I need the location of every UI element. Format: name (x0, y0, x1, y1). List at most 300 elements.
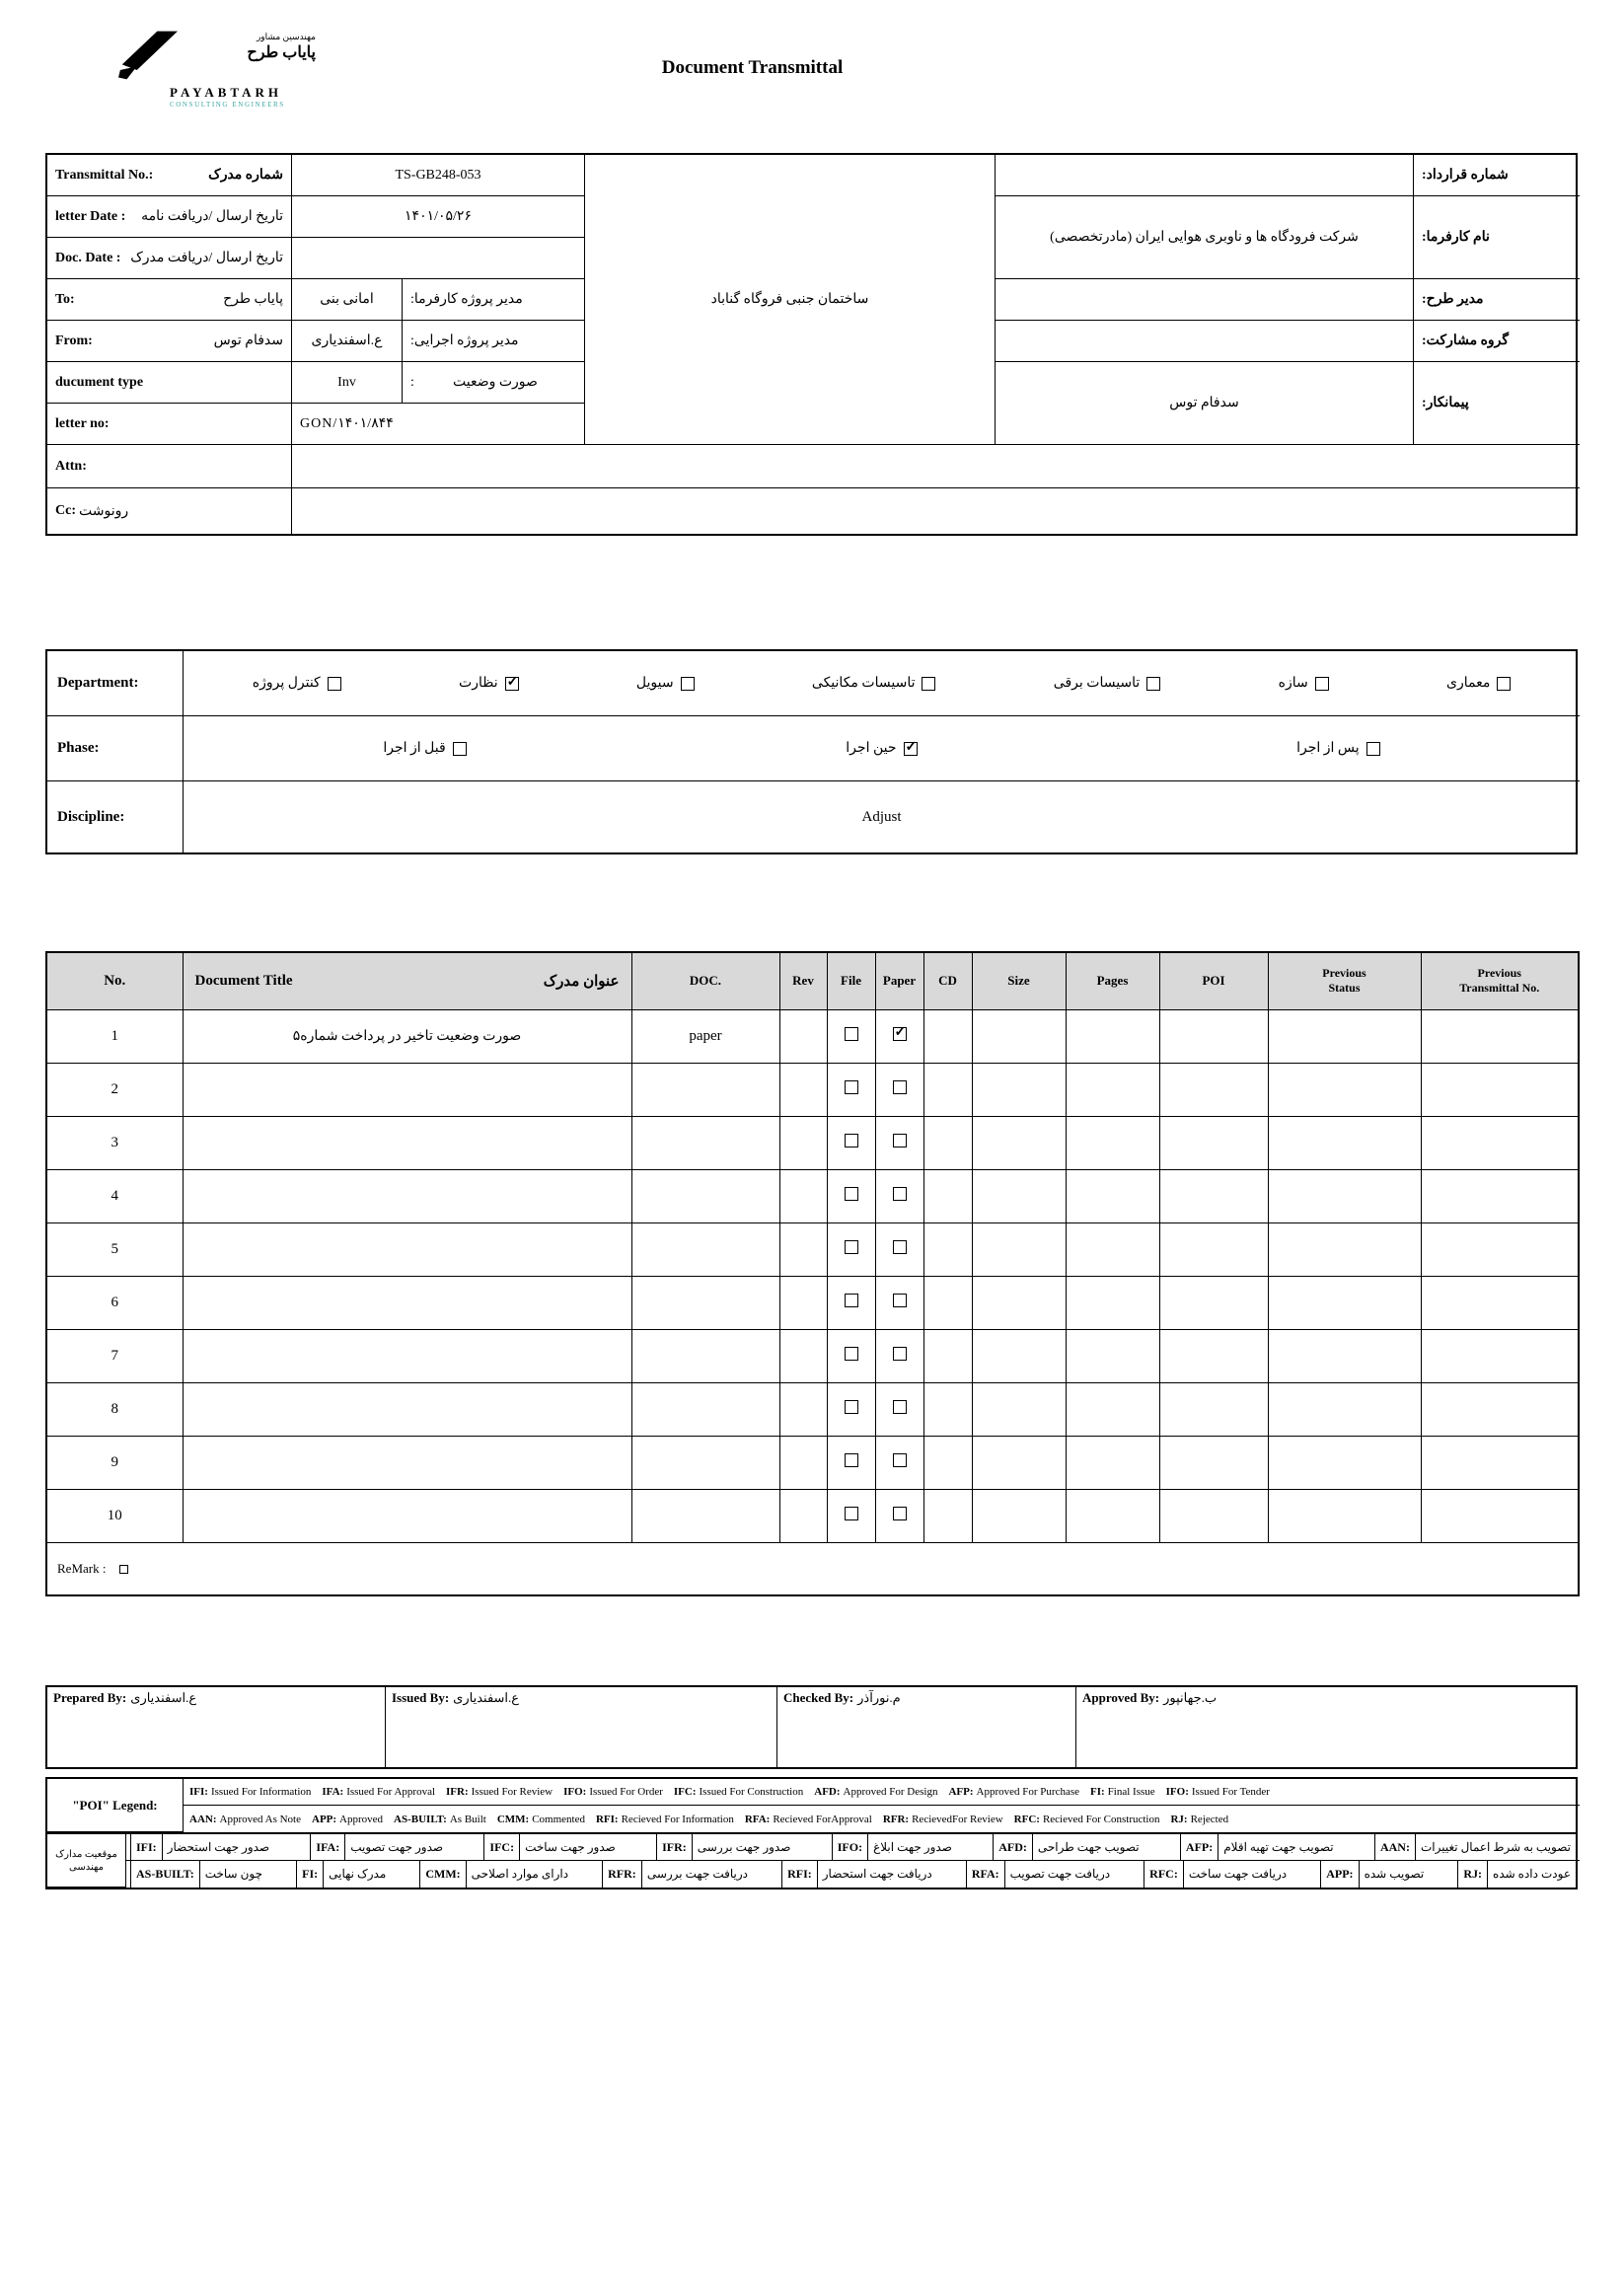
previous-status-cell (1268, 1063, 1421, 1116)
previous-status-cell (1268, 1276, 1421, 1329)
row-number: 3 (46, 1116, 183, 1169)
table-row (46, 1116, 1579, 1169)
legend-abbr: CMM: (419, 1861, 466, 1888)
from-label: From: (55, 333, 93, 348)
rev-cell (779, 1009, 827, 1063)
checkbox[interactable] (328, 677, 341, 691)
file-cell (827, 1436, 875, 1489)
legend-entry-fa (781, 1861, 937, 1888)
checkbox[interactable] (453, 742, 467, 756)
legend-text: Rejected (1190, 1813, 1229, 1825)
pages-cell (1066, 1382, 1159, 1436)
legend-abbr: AAN: (1374, 1834, 1416, 1860)
previous-status-cell (1268, 1116, 1421, 1169)
legend-text: Final Issue (1107, 1786, 1155, 1798)
document-title-cell (183, 1063, 631, 1116)
legend-text: Recieved For Information (621, 1813, 734, 1825)
legend-entry (189, 1814, 301, 1825)
from-row (47, 321, 292, 362)
legend-text: Approved For Design (843, 1786, 938, 1798)
file-cell (827, 1169, 875, 1222)
file-checkbox[interactable] (845, 1027, 858, 1041)
previous-transmittal-cell (1421, 1329, 1579, 1382)
from-value: سدفام توس (213, 333, 283, 348)
poi-legend (45, 1777, 1578, 1834)
cc-label: Cc: (55, 503, 76, 518)
doc-type-cell: paper (631, 1009, 779, 1063)
legend-entry (745, 1814, 872, 1825)
size-cell (972, 1436, 1066, 1489)
file-cell (827, 1276, 875, 1329)
doc-type-fa: صورت وضعیت (452, 375, 538, 390)
poi-cell (1159, 1382, 1268, 1436)
poi-legend-line1 (184, 1779, 1580, 1806)
doc-type-cell (631, 1063, 779, 1116)
document-title-cell (183, 1116, 631, 1169)
partnership-label: گروه مشارکت: (1414, 321, 1580, 362)
pages-cell (1066, 1063, 1159, 1116)
prepared-by-value: ع.اسفندیاری (130, 1690, 197, 1705)
legend-entry-fa (130, 1861, 267, 1888)
legend-entry-fa (966, 1861, 1115, 1888)
logo-brand-en: PAYABTARH (170, 85, 283, 100)
prepared-by-label: Prepared By: (53, 1690, 127, 1705)
previous-transmittal-cell (1421, 1063, 1579, 1116)
checkbox[interactable] (904, 742, 918, 756)
legend-text: RecievedFor Review (912, 1813, 1003, 1825)
legend-entry-fa (419, 1861, 573, 1888)
legend-entry (446, 1786, 553, 1798)
issued-by-cell (386, 1687, 777, 1767)
rev-cell (779, 1116, 827, 1169)
legend-abbr: RFC: (1144, 1861, 1184, 1888)
paper-checkbox[interactable] (893, 1080, 907, 1094)
row-number: 1 (46, 1009, 183, 1063)
document-title-cell (183, 1276, 631, 1329)
paper-cell (875, 1222, 923, 1276)
pages-cell (1066, 1436, 1159, 1489)
attn-label-cell (47, 445, 292, 488)
legend-abbr: IFA: (322, 1786, 344, 1798)
legend-entry-fa (130, 1834, 274, 1860)
prepared-by-cell (47, 1687, 386, 1767)
file-checkbox[interactable] (845, 1080, 858, 1094)
letter-no-label-cell (47, 404, 292, 445)
checkbox[interactable] (681, 677, 695, 691)
previous-status-cell (1268, 1222, 1421, 1276)
legend-abbr: FI: (1090, 1786, 1105, 1798)
col-paper: Paper (875, 952, 923, 1009)
paper-checkbox[interactable] (893, 1507, 907, 1520)
file-checkbox[interactable] (845, 1507, 858, 1520)
col-previous-transmittal: Previous Transmittal No. (1421, 952, 1579, 1009)
col-file: File (827, 952, 875, 1009)
doc-date-label-fa: تاریخ ارسال /دریافت مدرک (130, 251, 283, 265)
size-cell (972, 1116, 1066, 1169)
legend-abbr: IFA: (310, 1834, 345, 1860)
legend-entry (394, 1814, 486, 1825)
checkbox-label: سازه (1278, 676, 1308, 691)
document-title-cell (183, 1489, 631, 1542)
rev-cell (779, 1063, 827, 1116)
exec-pm-label: مدیر پروژه اجرایی: (403, 321, 585, 362)
cd-cell (923, 1382, 972, 1436)
document-title-cell (183, 1329, 631, 1382)
legend-entry (312, 1814, 383, 1825)
col-no: No. (46, 952, 183, 1009)
previous-status-cell (1268, 1169, 1421, 1222)
doc-type-label-cell (47, 362, 292, 404)
poi-cell (1159, 1436, 1268, 1489)
col-title (183, 952, 631, 1009)
documents-table (45, 951, 1580, 1596)
doc-date-value (292, 238, 585, 279)
file-checkbox[interactable] (845, 1294, 858, 1307)
legend-text: دریافت جهت ساخت (1188, 1867, 1288, 1881)
letter-date-label-en: letter Date : (55, 208, 126, 224)
legend-text: صدور جهت ساخت (525, 1839, 616, 1854)
letter-date-label-fa: تاریخ ارسال /دریافت نامه (141, 209, 283, 224)
legend-text: Issued For Approval (346, 1786, 436, 1798)
approved-by-value: ب.جهانپور (1163, 1690, 1218, 1705)
cd-cell (923, 1169, 972, 1222)
legend-text: دریافت جهت تصویب (1009, 1867, 1111, 1881)
remark-row (46, 1542, 1579, 1595)
legend-abbr: IFI: (130, 1834, 163, 1860)
row-number: 5 (46, 1222, 183, 1276)
previous-transmittal-cell (1421, 1009, 1579, 1063)
paper-checkbox[interactable] (893, 1134, 907, 1148)
checkbox-label: تاسیسات مکانیکی (811, 676, 916, 691)
logo-tagline-fa: مهندسین مشاور (256, 32, 316, 41)
legend-entry-fa (656, 1834, 795, 1860)
previous-status-cell (1268, 1489, 1421, 1542)
approved-by-cell (1076, 1687, 1580, 1767)
contract-no-label: شماره قرارداد: (1414, 155, 1580, 196)
document-title-cell (183, 1436, 631, 1489)
legend-entry-fa (483, 1834, 620, 1860)
paper-checkbox[interactable] (893, 1027, 907, 1041)
doc-date-label (47, 238, 292, 279)
legend-entry (189, 1786, 311, 1798)
issued-by-label: Issued By: (392, 1690, 450, 1705)
legend-abbr: AS-BUILT: (394, 1813, 447, 1825)
document-title-cell: صورت وضعیت تاخیر در پرداخت شماره۵ (183, 1009, 631, 1063)
legend-text: Approved For Purchase (976, 1786, 1079, 1798)
legend-text: Issued For Information (210, 1786, 312, 1798)
poi-cell (1159, 1489, 1268, 1542)
letter-date-value: ۱۴۰۱/۰۵/۲۶ (292, 196, 585, 238)
legend-text: عودت داده شده (1493, 1867, 1571, 1881)
checkbox-option (1296, 740, 1380, 757)
doc-type-cell (631, 1169, 779, 1222)
contractor-value: سدفام توس (996, 362, 1414, 445)
table-row (46, 1063, 1579, 1116)
legend-abbr: IFI: (189, 1786, 208, 1798)
checkbox-option (846, 740, 917, 757)
pages-cell (1066, 1489, 1159, 1542)
legend-abbr: AFD: (814, 1786, 841, 1798)
page-header (45, 0, 1578, 128)
logo-brand-en-sub: CONSULTING ENGINEERS (170, 101, 285, 109)
pages-cell (1066, 1116, 1159, 1169)
checked-by-cell (777, 1687, 1076, 1767)
legend-entry-fa (1374, 1834, 1576, 1860)
legend-abbr: APP: (312, 1813, 337, 1825)
legend-abbr: IFO: (563, 1786, 587, 1798)
table-row (46, 1489, 1579, 1542)
documents-table-header (46, 952, 1579, 1009)
pages-cell (1066, 1222, 1159, 1276)
checkbox[interactable] (922, 677, 935, 691)
legend-abbr: RFI: (595, 1813, 619, 1825)
legend-entry (883, 1814, 1003, 1825)
previous-transmittal-cell (1421, 1222, 1579, 1276)
file-cell (827, 1063, 875, 1116)
document-title-cell (183, 1169, 631, 1222)
header-info-table (45, 153, 1578, 536)
previous-transmittal-cell (1421, 1436, 1579, 1489)
contractor-label: پیمانکار: (1414, 362, 1580, 445)
previous-transmittal-cell (1421, 1382, 1579, 1436)
client-name-label: نام کارفرما: (1414, 196, 1580, 279)
paper-cell (875, 1063, 923, 1116)
cd-cell (923, 1436, 972, 1489)
exec-pm-value: ع.اسفندیاری (292, 321, 403, 362)
letter-no-value: GON/۱۴۰۱/۸۴۴ (292, 404, 585, 445)
legend-abbr: IFC: (483, 1834, 520, 1860)
legend-text: صدور جهت تصویب (350, 1839, 444, 1854)
legend-text: Issued For Order (589, 1786, 663, 1798)
row-number: 9 (46, 1436, 183, 1489)
previous-status-cell (1268, 1329, 1421, 1382)
col-rev: Rev (779, 952, 827, 1009)
legend-text: Recieved ForApproval (773, 1813, 872, 1825)
col-title-en: Document Title (194, 972, 293, 989)
poi-cell (1159, 1009, 1268, 1063)
table-row (46, 1276, 1579, 1329)
poi-cell (1159, 1329, 1268, 1382)
paper-cell (875, 1009, 923, 1063)
legend-entry (948, 1786, 1079, 1798)
legend-abbr: IFO: (832, 1834, 868, 1860)
cc-label-cell (47, 488, 292, 534)
legend-text: دارای موارد اصلاحی (471, 1867, 569, 1881)
row-number: 6 (46, 1276, 183, 1329)
phase-label: Phase: (47, 716, 184, 781)
to-label: To: (55, 291, 75, 307)
col-cd: CD (923, 952, 972, 1009)
checkbox-option (383, 740, 466, 757)
doc-type-cell (631, 1329, 779, 1382)
cd-cell (923, 1329, 972, 1382)
legend-abbr: AFD: (993, 1834, 1033, 1860)
fa-legend-row2 (126, 1861, 1580, 1888)
discipline-value: Adjust (861, 808, 902, 825)
col-poi: POI (1159, 952, 1268, 1009)
to-value: پایاب طرح (223, 292, 283, 307)
file-checkbox[interactable] (845, 1347, 858, 1361)
legend-entry-fa (296, 1861, 391, 1888)
row-number: 2 (46, 1063, 183, 1116)
size-cell (972, 1009, 1066, 1063)
legend-abbr: IFR: (656, 1834, 693, 1860)
legend-text: تصویب جهت طراحی (1037, 1839, 1140, 1854)
legend-text: Issued For Tender (1191, 1786, 1270, 1798)
legend-text: چون ساخت (204, 1867, 263, 1881)
classification-table (45, 649, 1578, 854)
pages-cell (1066, 1009, 1159, 1063)
legend-abbr: RFR: (882, 1813, 910, 1825)
checkbox[interactable] (1146, 677, 1160, 691)
legend-entry-fa (1320, 1861, 1429, 1888)
rev-cell (779, 1436, 827, 1489)
paper-checkbox[interactable] (893, 1400, 907, 1414)
legend-entry (596, 1814, 734, 1825)
rev-cell (779, 1276, 827, 1329)
discipline-label: Discipline: (47, 781, 184, 852)
legend-entry (497, 1814, 585, 1825)
file-cell (827, 1489, 875, 1542)
table-row (46, 1436, 1579, 1489)
document-title-cell (183, 1222, 631, 1276)
legend-abbr: AS-BUILT: (130, 1861, 200, 1888)
row-number: 4 (46, 1169, 183, 1222)
file-checkbox[interactable] (845, 1240, 858, 1254)
checkbox[interactable] (1366, 742, 1380, 756)
contract-no-value (996, 155, 1414, 196)
doc-type-colon: : (410, 374, 414, 390)
project-name: ساختمان جنبی فروگاه گناباد (585, 155, 996, 445)
paper-checkbox[interactable] (893, 1347, 907, 1361)
checkbox-label: قبل از اجرا (383, 741, 446, 756)
paper-checkbox[interactable] (893, 1187, 907, 1201)
transmittal-no-label (47, 155, 292, 196)
row-number: 10 (46, 1489, 183, 1542)
legend-text: تصویب جهت تهیه اقلام (1223, 1839, 1334, 1854)
doc-type-cell (631, 1436, 779, 1489)
remark-box-icon (119, 1565, 128, 1574)
client-pm-value: امانی بنی (292, 279, 403, 321)
legend-abbr: RJ: (1170, 1813, 1188, 1825)
transmittal-no-label-fa: شماره مدرک (208, 168, 283, 183)
file-checkbox[interactable] (845, 1453, 858, 1467)
paper-checkbox[interactable] (893, 1240, 907, 1254)
col-pages: Pages (1066, 952, 1159, 1009)
poi-cell (1159, 1276, 1268, 1329)
table-row (46, 1222, 1579, 1276)
legend-abbr: IFR: (446, 1786, 469, 1798)
size-cell (972, 1063, 1066, 1116)
paper-cell (875, 1329, 923, 1382)
paper-cell (875, 1116, 923, 1169)
fa-legend (45, 1832, 1578, 1889)
table-row (46, 1329, 1579, 1382)
legend-abbr: APP: (1320, 1861, 1359, 1888)
legend-abbr: AFP: (1180, 1834, 1218, 1860)
doc-type-cell (631, 1382, 779, 1436)
attn-label: Attn: (55, 458, 87, 474)
checkbox[interactable] (505, 677, 519, 691)
checkbox-label: نظارت (459, 676, 498, 691)
file-cell (827, 1329, 875, 1382)
checkbox-label: سیویل (635, 676, 674, 691)
rev-cell (779, 1382, 827, 1436)
size-cell (972, 1222, 1066, 1276)
legend-text: صدور جهت استحضار (167, 1839, 270, 1854)
doc-type-cell (631, 1222, 779, 1276)
row-number: 7 (46, 1329, 183, 1382)
paper-cell (875, 1276, 923, 1329)
phase-options (184, 716, 1580, 781)
paper-checkbox[interactable] (893, 1453, 907, 1467)
file-cell (827, 1222, 875, 1276)
rev-cell (779, 1169, 827, 1222)
table-row (46, 1169, 1579, 1222)
checkbox-label: حین اجرا (846, 741, 897, 756)
poi-cell (1159, 1116, 1268, 1169)
legend-text: Issued For Review (471, 1786, 554, 1798)
size-cell (972, 1276, 1066, 1329)
legend-text: دریافت جهت بررسی (646, 1867, 749, 1881)
legend-abbr: IFO: (1165, 1786, 1189, 1798)
legend-entry (814, 1786, 937, 1798)
legend-text: دریافت جهت استحضار (822, 1867, 932, 1881)
file-checkbox[interactable] (845, 1134, 858, 1148)
poi-cell (1159, 1169, 1268, 1222)
legend-entry-fa (602, 1861, 753, 1888)
legend-text: As Built (449, 1813, 486, 1825)
paper-cell (875, 1436, 923, 1489)
cc-value (292, 488, 1580, 534)
legend-text: صدور جهت ابلاغ (873, 1839, 952, 1854)
checkbox-option (1279, 675, 1329, 692)
previous-transmittal-cell (1421, 1116, 1579, 1169)
cd-cell (923, 1063, 972, 1116)
doc-type-label: ducument type (55, 374, 144, 390)
pages-cell (1066, 1276, 1159, 1329)
legend-entry (1014, 1814, 1160, 1825)
doc-type-cell (631, 1116, 779, 1169)
signatures-row (45, 1685, 1578, 1769)
checkbox[interactable] (1497, 677, 1511, 691)
poi-legend-line2 (184, 1806, 1580, 1832)
file-checkbox[interactable] (845, 1187, 858, 1201)
fa-legend-row1 (126, 1834, 1580, 1861)
poi-cell (1159, 1222, 1268, 1276)
legend-text: Issued For Construction (699, 1786, 804, 1798)
cd-cell (923, 1222, 972, 1276)
checkbox-label: کنترل پروژه (252, 676, 321, 691)
col-previous-status: Previous Status (1268, 952, 1421, 1009)
legend-abbr: RFR: (602, 1861, 642, 1888)
remark-cell (46, 1542, 1579, 1595)
cd-cell (923, 1276, 972, 1329)
size-cell (972, 1329, 1066, 1382)
checkbox-label: تاسیسات برقی (1053, 676, 1141, 691)
legend-abbr: AAN: (189, 1813, 217, 1825)
checkbox-option (636, 675, 695, 692)
transmittal-no-label-en: Transmittal No.: (55, 167, 154, 183)
checkbox[interactable] (1315, 677, 1329, 691)
file-checkbox[interactable] (845, 1400, 858, 1414)
legend-text: صدور جهت بررسی (697, 1839, 791, 1854)
size-cell (972, 1169, 1066, 1222)
legend-text: Commented (532, 1813, 585, 1825)
paper-checkbox[interactable] (893, 1294, 907, 1307)
col-title-fa: عنوان مدرک (543, 973, 620, 990)
previous-status-cell (1268, 1009, 1421, 1063)
